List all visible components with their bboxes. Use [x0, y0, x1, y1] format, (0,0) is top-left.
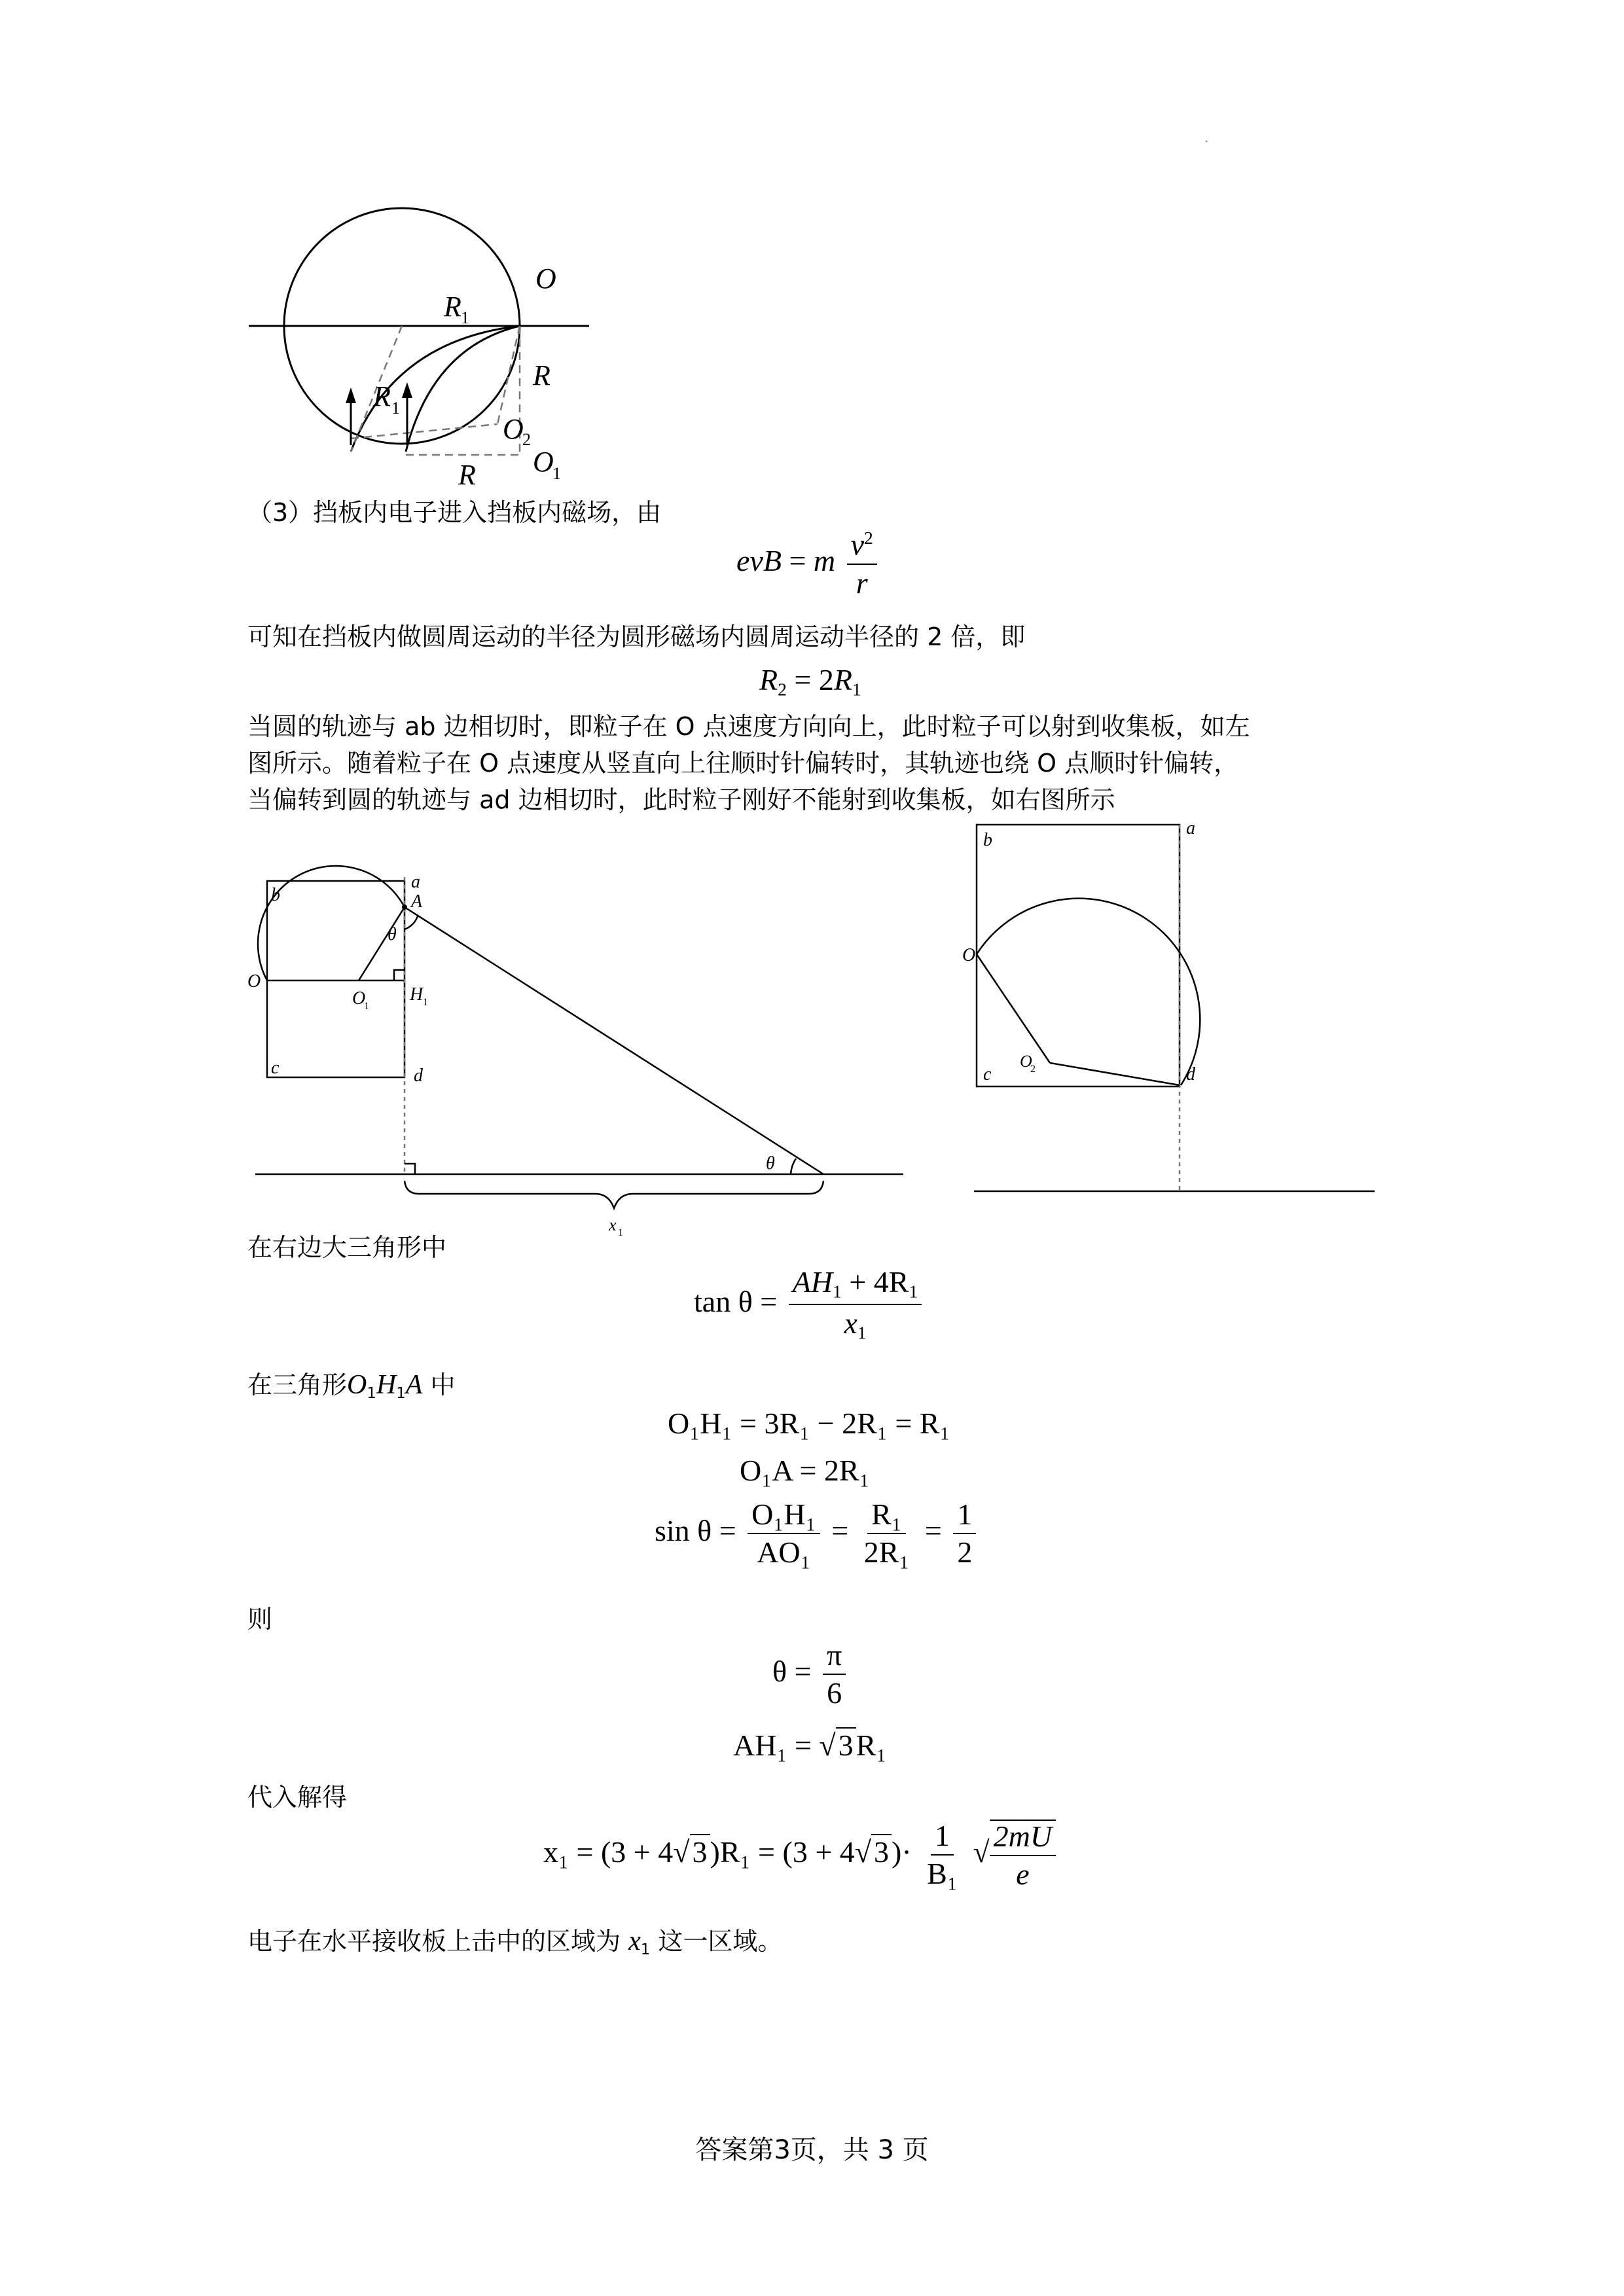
equation-R2: $R_2 = 2R_1$ — [759, 663, 861, 700]
equation-evB: evB = m $\frac{v^2}{r}$ — [736, 529, 881, 599]
text-big-triangle: 在右边大三角形中 — [247, 1233, 447, 1262]
section-3-intro: （3）挡板内电子进入挡板内磁场，由 — [247, 498, 662, 527]
label-c: c — [271, 1058, 280, 1078]
text-line-3: 当偏转到圆的轨迹与 ad 边相切时，此时粒子刚好不能射到收集板，如右图所示 — [247, 785, 1115, 814]
label-O: O — [247, 971, 261, 992]
trajectory-arc-right — [977, 899, 1200, 1085]
label-b-right: b — [983, 830, 992, 850]
baffle-box — [267, 881, 405, 1077]
text-then: 则 — [247, 1605, 273, 1634]
label-R-right: R — [533, 359, 550, 391]
label-O2: O — [503, 413, 524, 445]
text-substitute: 代入解得 — [247, 1783, 348, 1812]
label-x1: x — [609, 1215, 617, 1234]
svg-text:2: 2 — [1030, 1064, 1036, 1075]
trajectory-arc — [258, 866, 405, 980]
svg-text:1: 1 — [423, 997, 428, 1008]
ray-to-plate — [405, 907, 823, 1174]
label-a: a — [411, 872, 420, 892]
figure-tangent-ab — [242, 851, 916, 1244]
page-footer: 答案第3页，共 3 页 — [695, 2135, 929, 2165]
label-O2-right: O — [1020, 1052, 1032, 1071]
label-theta-bottom: θ — [766, 1153, 775, 1174]
label-H1: H — [410, 984, 424, 1005]
label-R-bottom: R — [458, 459, 476, 491]
text-line-1: 当圆的轨迹与 ab 边相切时，即粒子在 O 点速度方向向上，此时粒子可以射到收集板，如左 — [247, 712, 1250, 741]
equation-x1: x₁ = (3 + 4√3)R₁ = (3 + 4√3)· $\frac{1}{\text{B₁}}$ √ $\frac{2mU}{e}$ — [543, 1820, 1060, 1891]
equation-tan: tan θ = $\frac{AH_1 + 4R_1}{x_1}$ — [694, 1266, 926, 1342]
label-d-right: d — [1186, 1064, 1195, 1085]
equation-sin: sin θ = $\frac{\text{O₁H₁}}{\text{AO₁}}$ = $\frac{\text{R₁}}{\text{2R₁}}$ = $\frac{1}{2}$ — [655, 1499, 980, 1569]
equation-AH1: AH₁ = √3R₁ — [733, 1729, 887, 1762]
label-R1: R — [444, 291, 461, 323]
svg-text:2: 2 — [522, 430, 531, 449]
equation-O1A: O₁A = 2R₁ — [740, 1454, 870, 1487]
svg-text:1: 1 — [618, 1227, 623, 1238]
svg-text:1: 1 — [391, 399, 400, 418]
label-d: d — [414, 1066, 423, 1086]
text-conclusion: 电子在水平接收板上击中的区域为 $x_1$ 这一区域。 — [247, 1926, 783, 1958]
svg-text:1: 1 — [364, 1001, 369, 1012]
radius-O2d — [1050, 1063, 1180, 1085]
label-O1: O — [352, 988, 366, 1009]
label-a-right: a — [1186, 818, 1195, 838]
equation-O1H1: O₁H₁ = 3R₁ − 2R₁ = R₁ — [668, 1407, 950, 1440]
text-triangle-O1H1A: 在三角形$O_1H_1A$ 中 — [247, 1370, 456, 1402]
equation-theta: θ = $\frac{\pi}{6}$ — [772, 1640, 850, 1710]
label-O: O — [535, 262, 556, 295]
svg-text:1: 1 — [552, 464, 561, 483]
figure-circle-field — [242, 177, 609, 504]
label-c-right: c — [983, 1064, 992, 1085]
label-R1-lower: R — [373, 380, 391, 412]
svg-text:1: 1 — [461, 308, 469, 327]
text-radius-double: 可知在挡板内做圆周运动的半径为圆形磁场内圆周运动半径的 2 倍，即 — [247, 622, 1026, 651]
figure-tangent-ad — [962, 812, 1381, 1204]
label-O-right: O — [962, 945, 976, 965]
text-line-2: 图所示。随着粒子在 O 点速度从竖直向上往顺时针偏转时，其轨迹也绕 O 点顺时针偏转， — [247, 749, 1239, 778]
page-mark: . — [1204, 130, 1209, 145]
velocity-arrow-1 — [346, 387, 356, 403]
velocity-arrow-2 — [402, 382, 412, 398]
radius-OO2 — [977, 954, 1050, 1063]
label-A: A — [411, 891, 423, 912]
baffle-box-right — [977, 825, 1180, 1086]
label-O1: O — [533, 446, 554, 478]
label-b: b — [271, 885, 280, 905]
label-theta-top: θ — [388, 924, 397, 944]
